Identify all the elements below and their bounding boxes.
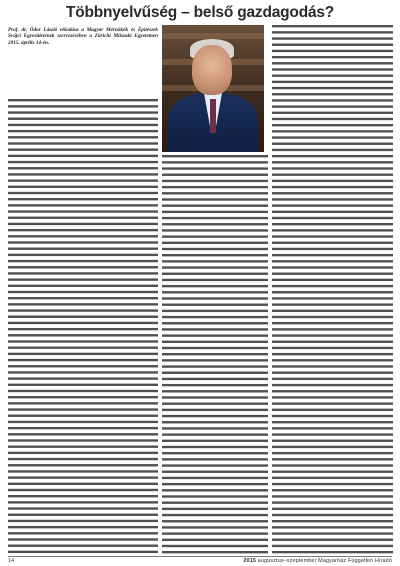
page-title: Többnyelvűség – belső gazdagodás?: [65, 4, 335, 21]
speaker-portrait: [162, 25, 264, 152]
issue-text: augusztus–szeptember Magyarház Független Híradó: [257, 558, 392, 564]
article-intro: [8, 27, 158, 46]
intro-lead: Prof. dr. Ódor László előadása a Magyar Mérnökök és Építészek Svájci Egyesületének szervezésében a Zürichi Műszaki Egyetemen 2015. április 14-én.: [8, 27, 158, 46]
column-2-body-text: [162, 155, 268, 554]
article-column-3: [272, 25, 393, 554]
page-number: 14: [8, 558, 15, 564]
column-1-body-text: [8, 99, 158, 554]
article-column-2: [162, 155, 268, 554]
page-footer: [0, 557, 400, 566]
issue-info: [243, 558, 392, 564]
article-column-1: [8, 99, 158, 554]
issue-year: 2015: [243, 558, 257, 564]
column-3-body-text: [272, 25, 393, 554]
